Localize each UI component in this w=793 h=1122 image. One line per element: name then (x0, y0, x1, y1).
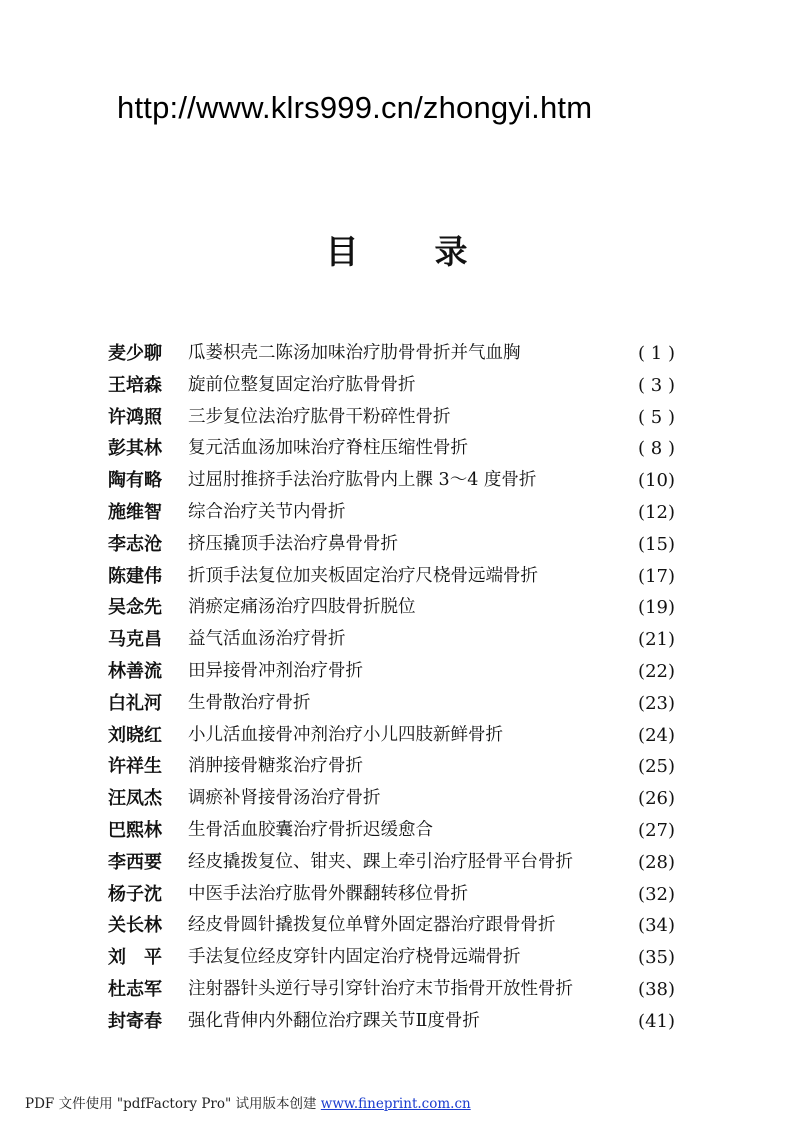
toc-title: 经皮撬拨复位、钳夹、踝上牵引治疗胫骨平台骨折 (188, 851, 573, 872)
toc-entry[interactable] (0, 529, 793, 561)
toc-page-number: (21) (638, 629, 675, 651)
toc-author: 陶有略 (108, 470, 162, 492)
toc-title: 瓜蒌枳壳二陈汤加味治疗肋骨骨折并气血胸 (188, 343, 521, 363)
toc-title: 强化背伸内外翻位治疗踝关节Ⅱ度骨折 (188, 1010, 480, 1031)
toc-entry[interactable] (0, 942, 793, 974)
toc-entry[interactable] (0, 974, 793, 1006)
toc-author: 许祥生 (108, 756, 162, 778)
toc-title: 旋前位整复固定治疗肱骨骨折 (188, 374, 416, 395)
toc-page-number: (19) (638, 597, 675, 619)
toc-page-number: (24) (638, 724, 675, 746)
toc-entry[interactable] (0, 497, 793, 529)
toc-author: 封寄春 (108, 1010, 162, 1032)
page-title (0, 226, 793, 273)
toc-title: 注射器针头逆行导引穿针治疗末节指骨开放性骨折 (188, 979, 573, 999)
toc-page-number: (35) (638, 947, 675, 969)
toc-title: 折顶手法复位加夹板固定治疗尺桡骨远端骨折 (188, 565, 538, 586)
footer-link[interactable]: www.fineprint.com.cn (320, 1096, 471, 1112)
toc-author: 杜志军 (108, 979, 162, 1000)
toc-entry[interactable] (0, 688, 793, 720)
toc-title: 益气活血汤治疗骨折 (188, 629, 346, 650)
toc-author: 白礼河 (108, 692, 162, 714)
toc-page-number: (25) (638, 756, 675, 778)
toc-title: 挤压撬顶手法治疗鼻骨骨折 (188, 533, 398, 554)
toc-title: 调瘀补肾接骨汤治疗骨折 (188, 788, 381, 809)
toc-title: 消瘀定痛汤治疗四肢骨折脱位 (188, 597, 416, 618)
toc-title: 经皮骨圆针撬拨复位单臂外固定器治疗跟骨骨折 (188, 915, 556, 936)
toc-page-number: ( 3 ) (638, 374, 675, 396)
toc-page-number: (23) (638, 692, 675, 714)
toc-page-number: (41) (638, 1010, 675, 1032)
toc-entry[interactable] (0, 656, 793, 688)
toc-page-number: (17) (638, 565, 675, 587)
toc-entry[interactable] (0, 847, 793, 879)
toc-entry[interactable] (0, 624, 793, 656)
toc-author: 彭其林 (108, 438, 162, 460)
footer (25, 1092, 471, 1112)
toc-author: 李志沧 (108, 533, 162, 555)
toc-entry[interactable] (0, 465, 793, 497)
toc-title: 生骨活血胶囊治疗骨折迟缓愈合 (188, 820, 433, 840)
toc-page-number: (28) (638, 851, 675, 873)
toc-author: 刘晓红 (108, 724, 162, 746)
toc-author: 施维智 (108, 502, 162, 523)
toc-author: 刘 平 (108, 947, 162, 969)
toc-author: 杨子沈 (108, 883, 162, 905)
toc-title: 复元活血汤加味治疗脊柱压缩性骨折 (188, 438, 468, 459)
toc-author: 王培森 (108, 374, 162, 396)
toc-title: 过屈肘推挤手法治疗肱骨内上髁 3～4 度骨折 (188, 470, 537, 491)
toc-title: 手法复位经皮穿针内固定治疗桡骨远端骨折 (188, 947, 521, 968)
toc-title: 中医手法治疗肱骨外髁翻转移位骨折 (188, 883, 468, 904)
title-char-2: 录 (434, 232, 468, 271)
toc-author: 陈建伟 (108, 565, 162, 587)
toc-author: 马克昌 (108, 629, 162, 651)
toc-entry[interactable] (0, 561, 793, 593)
toc-page-number: (22) (638, 661, 675, 682)
toc-author: 关长林 (108, 915, 162, 937)
toc-entry[interactable] (0, 751, 793, 783)
toc-entry[interactable] (0, 815, 793, 847)
toc-entry[interactable] (0, 1006, 793, 1038)
toc-title: 小儿活血接骨冲剂治疗小儿四肢新鲜骨折 (188, 724, 503, 745)
header-url: http://www.klrs999.cn/zhongyi.htm (117, 90, 593, 125)
toc-page-number: ( 8 ) (638, 438, 675, 460)
toc-page-number: (32) (638, 883, 675, 905)
toc-entry[interactable] (0, 402, 793, 434)
toc-title: 田异接骨冲剂治疗骨折 (188, 661, 363, 681)
toc-page-number: (38) (638, 979, 675, 1000)
toc-author: 巴熙林 (108, 820, 162, 841)
toc-page-number: (10) (638, 470, 675, 492)
toc-page-number: (27) (638, 820, 675, 841)
footer-text: PDF 文件使用 "pdfFactory Pro" 试用版本创建 (25, 1096, 321, 1112)
toc-page-number: ( 5 ) (638, 406, 675, 428)
toc-entry[interactable] (0, 433, 793, 465)
toc-author: 李西要 (108, 851, 162, 873)
toc-author: 汪凤杰 (108, 788, 162, 810)
toc-title: 三步复位法治疗肱骨干粉碎性骨折 (188, 406, 451, 427)
toc-entry[interactable] (0, 370, 793, 402)
toc-entry[interactable] (0, 720, 793, 752)
toc-entry[interactable] (0, 338, 793, 370)
toc-entry[interactable] (0, 879, 793, 911)
toc-author: 许鸿照 (108, 406, 162, 428)
toc-page-number: (34) (638, 915, 675, 937)
toc-page-number: (15) (638, 533, 675, 555)
toc-author: 吴念先 (108, 597, 162, 619)
toc-page-number: (12) (638, 502, 675, 523)
toc-page-number: (26) (638, 788, 675, 810)
toc-title: 消肿接骨糖浆治疗骨折 (188, 756, 363, 777)
toc-title: 生骨散治疗骨折 (188, 692, 311, 713)
toc-title: 综合治疗关节内骨折 (188, 502, 346, 522)
toc-author: 麦少聊 (108, 343, 162, 364)
toc-entry[interactable] (0, 783, 793, 815)
toc-entry[interactable] (0, 592, 793, 624)
title-char-1: 目 (325, 232, 359, 271)
toc-page-number: ( 1 ) (638, 343, 675, 364)
toc-author: 林善流 (108, 661, 162, 682)
toc-entry[interactable] (0, 910, 793, 942)
